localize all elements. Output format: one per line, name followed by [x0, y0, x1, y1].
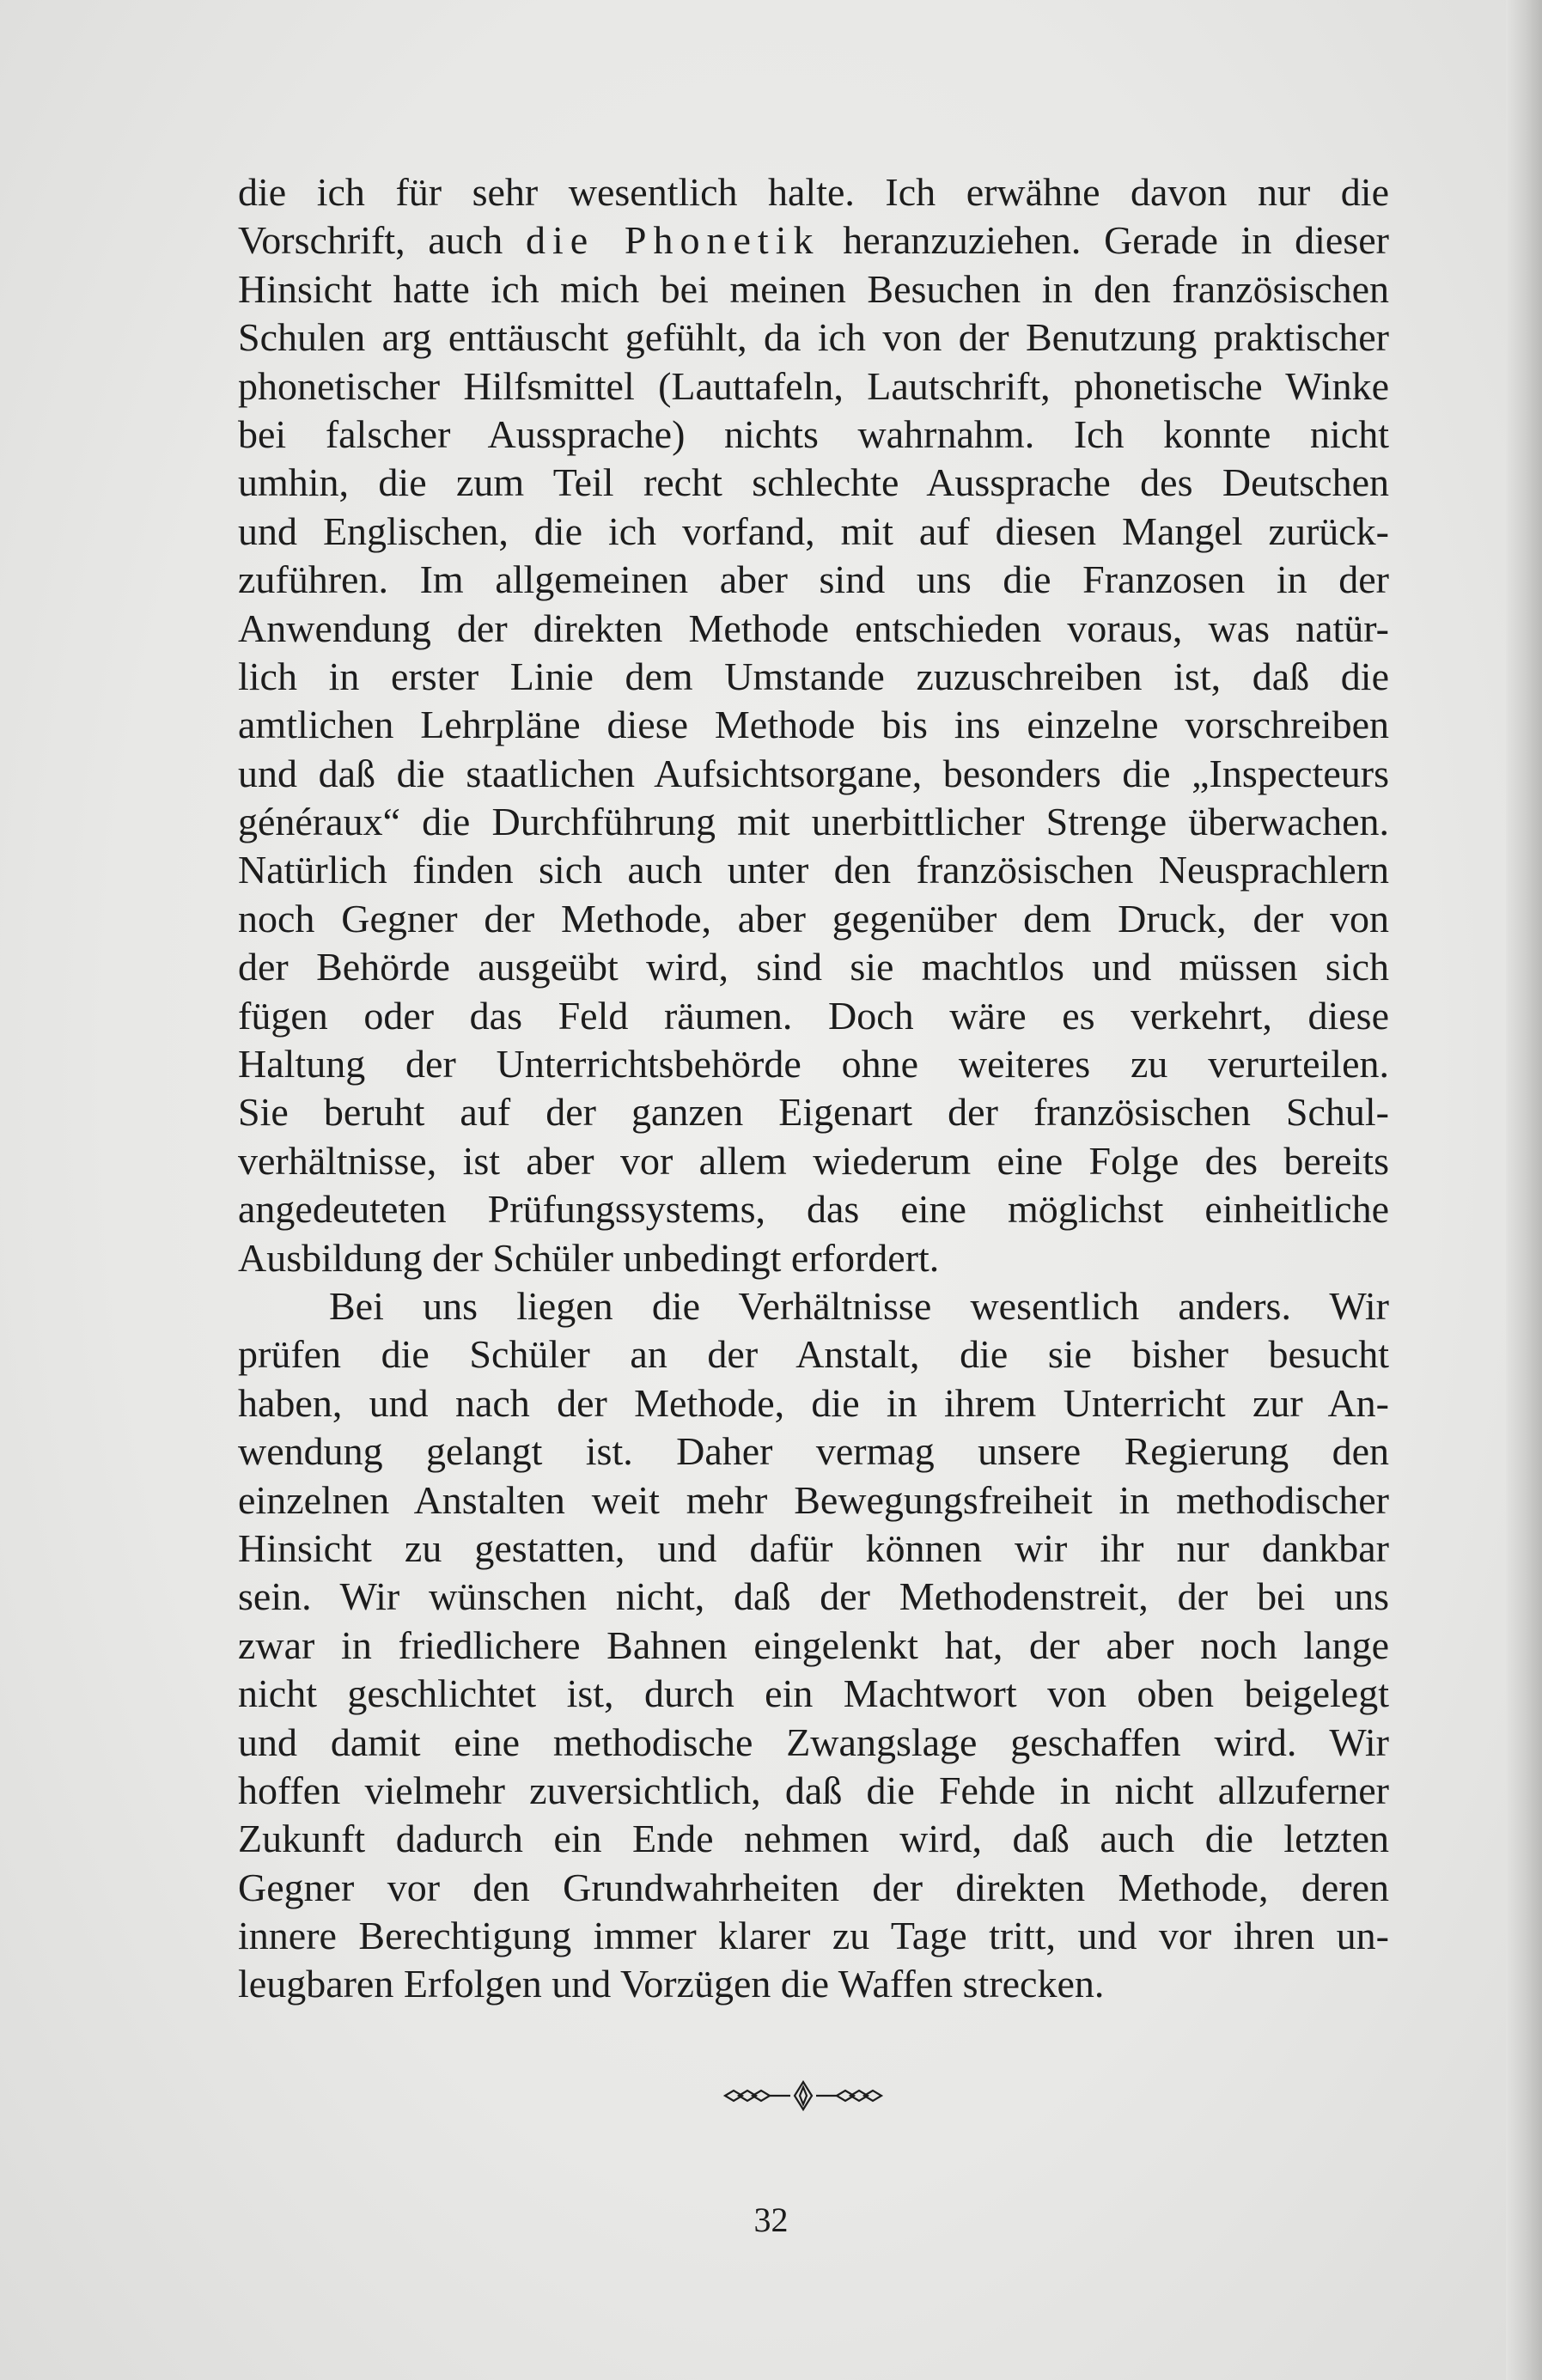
text-line [238, 1040, 1389, 1088]
text-line [238, 895, 1389, 943]
line-text: phonetischer Hilfsmittel (Lauttafeln, Lautschrift, phonetische Winke [238, 363, 1389, 408]
decorative-divider-ornament-icon [722, 2079, 885, 2113]
page-number: 32 [753, 2200, 789, 2239]
text-line: prüfen die Schüler an der Anstalt, die sie bisher besucht [238, 1332, 1389, 1377]
text-line: leugbaren Erfolgen und Vorzügen die Waffen strecken. [238, 1962, 1105, 2006]
text-line [238, 313, 1389, 362]
paragraph-2 [238, 1282, 1389, 2009]
line-text: und daß die staatlichen Aufsichtsorgane, besonders die „Inspecteurs [238, 751, 1389, 795]
line-text: zuführen. Im allgemeinen aber sind uns die Franzosen in der [238, 557, 1389, 602]
line-text: und Englischen, die ich vorfand, mit auf diesen Mangel zurück- [238, 508, 1389, 553]
text-line [238, 1234, 1389, 1282]
text-line [238, 1088, 1389, 1136]
text-line: Bei uns liegen die Verhältnisse wesentlich anders. Wir [329, 1283, 1389, 1328]
line-text: Ausbildung der Schüler unbedingt erfordert. [238, 1235, 940, 1280]
text-line: haben, und nach der Methode, die in ihrem Unterricht zur An- [238, 1380, 1389, 1425]
text-line [238, 653, 1389, 701]
text-line: und damit eine methodische Zwangslage geschaffen wird. Wir [238, 1720, 1389, 1764]
text-line [238, 556, 1389, 604]
line-text: lich in erster Linie dem Umstande zuzuschreiben ist, daß die [238, 654, 1389, 698]
line-text: Natürlich finden sich auch unter den französischen Neusprachlern [238, 848, 1389, 892]
text-line [238, 265, 1389, 313]
text-line [238, 411, 1389, 459]
page-edge-shadow [1506, 0, 1542, 2380]
text-line [238, 943, 1389, 991]
text-line [238, 605, 1389, 653]
line-text: amtlichen Lehrpläne diese Methode bis ins einzelne vorschreiben [238, 703, 1389, 747]
text-line [238, 701, 1389, 749]
line-text: fügen oder das Feld räumen. Doch wäre es verkehrt, diese [238, 993, 1389, 1038]
body-text [238, 168, 1389, 2009]
line-text: heranzuziehen. Gerade in dieser [820, 218, 1389, 263]
text-line [238, 508, 1389, 556]
text-line: zwar in friedlichere Bahnen eingelenkt hat, der aber noch lange [238, 1622, 1389, 1667]
text-line [238, 750, 1389, 798]
line-text: bei falscher Aussprache) nichts wahrnahm. Ich konnte nicht [238, 411, 1389, 456]
text-line [238, 1137, 1389, 1185]
line-text: Schulen arg enttäuscht gefühlt, da ich von der Benutzung praktischer [238, 315, 1389, 360]
line-text: Vorschrift, auch [238, 218, 526, 263]
text-line: Zukunft dadurch ein Ende nehmen wird, daß auch die letzten [238, 1817, 1389, 1861]
line-text: angedeuteten Prüfungssystems, das eine möglichst einheitliche [238, 1187, 1389, 1232]
text-line: hoffen vielmehr zuversichtlich, daß die Fehde in nicht allzuferner [238, 1768, 1389, 1812]
text-line: Hinsicht zu gestatten, und dafür können wir ihr nur dankbar [238, 1525, 1389, 1570]
text-line [238, 992, 1389, 1040]
line-text: Haltung der Unterrichtsbehörde ohne weiteres zu verurteilen. [238, 1042, 1389, 1087]
line-text: généraux“ die Durchführung mit unerbittlicher Strenge überwachen. [238, 800, 1389, 844]
text-line: einzelnen Anstalten weit mehr Bewegungsfreiheit in methodischer [238, 1477, 1389, 1522]
text-line: innere Berechtigung immer klarer zu Tage tritt, und vor ihren un- [238, 1914, 1389, 1958]
text-line: nicht geschlichtet ist, durch ein Machtwort von oben beigelegt [238, 1671, 1389, 1716]
line-text: Sie beruht auf der ganzen Eigenart der französischen Schul- [238, 1090, 1389, 1135]
line-text: Anwendung der direkten Methode entschieden voraus, was natür- [238, 606, 1389, 650]
text-line: Gegner vor den Grundwahrheiten der direkten Methode, deren [238, 1865, 1389, 1909]
paragraph-1 [238, 168, 1389, 1282]
emphasized-term: die Phonetik [525, 218, 820, 263]
line-text: die ich für sehr wesentlich halte. Ich erwähne davon nur die [238, 170, 1389, 214]
line-text: der Behörde ausgeübt wird, sind sie machtlos und müssen sich [238, 945, 1389, 989]
text-line [238, 216, 1389, 265]
text-line [238, 168, 1389, 216]
text-line [238, 846, 1389, 894]
line-text: Hinsicht hatte ich mich bei meinen Besuchen in den französischen [238, 266, 1389, 311]
text-line [238, 798, 1389, 846]
text-line [238, 459, 1389, 507]
line-text: umhin, die zum Teil recht schlechte Aussprache des Deutschen [238, 460, 1389, 505]
line-text: verhältnisse, ist aber vor allem wiederum eine Folge des bereits [238, 1138, 1389, 1183]
line-text: noch Gegner der Methode, aber gegenüber dem Druck, der von [238, 896, 1389, 940]
text-line [238, 1185, 1389, 1233]
text-line: sein. Wir wünschen nicht, daß der Methodenstreit, der bei uns [238, 1574, 1389, 1619]
text-line: wendung gelangt ist. Daher vermag unsere Regierung den [238, 1429, 1389, 1474]
text-line [238, 362, 1389, 411]
